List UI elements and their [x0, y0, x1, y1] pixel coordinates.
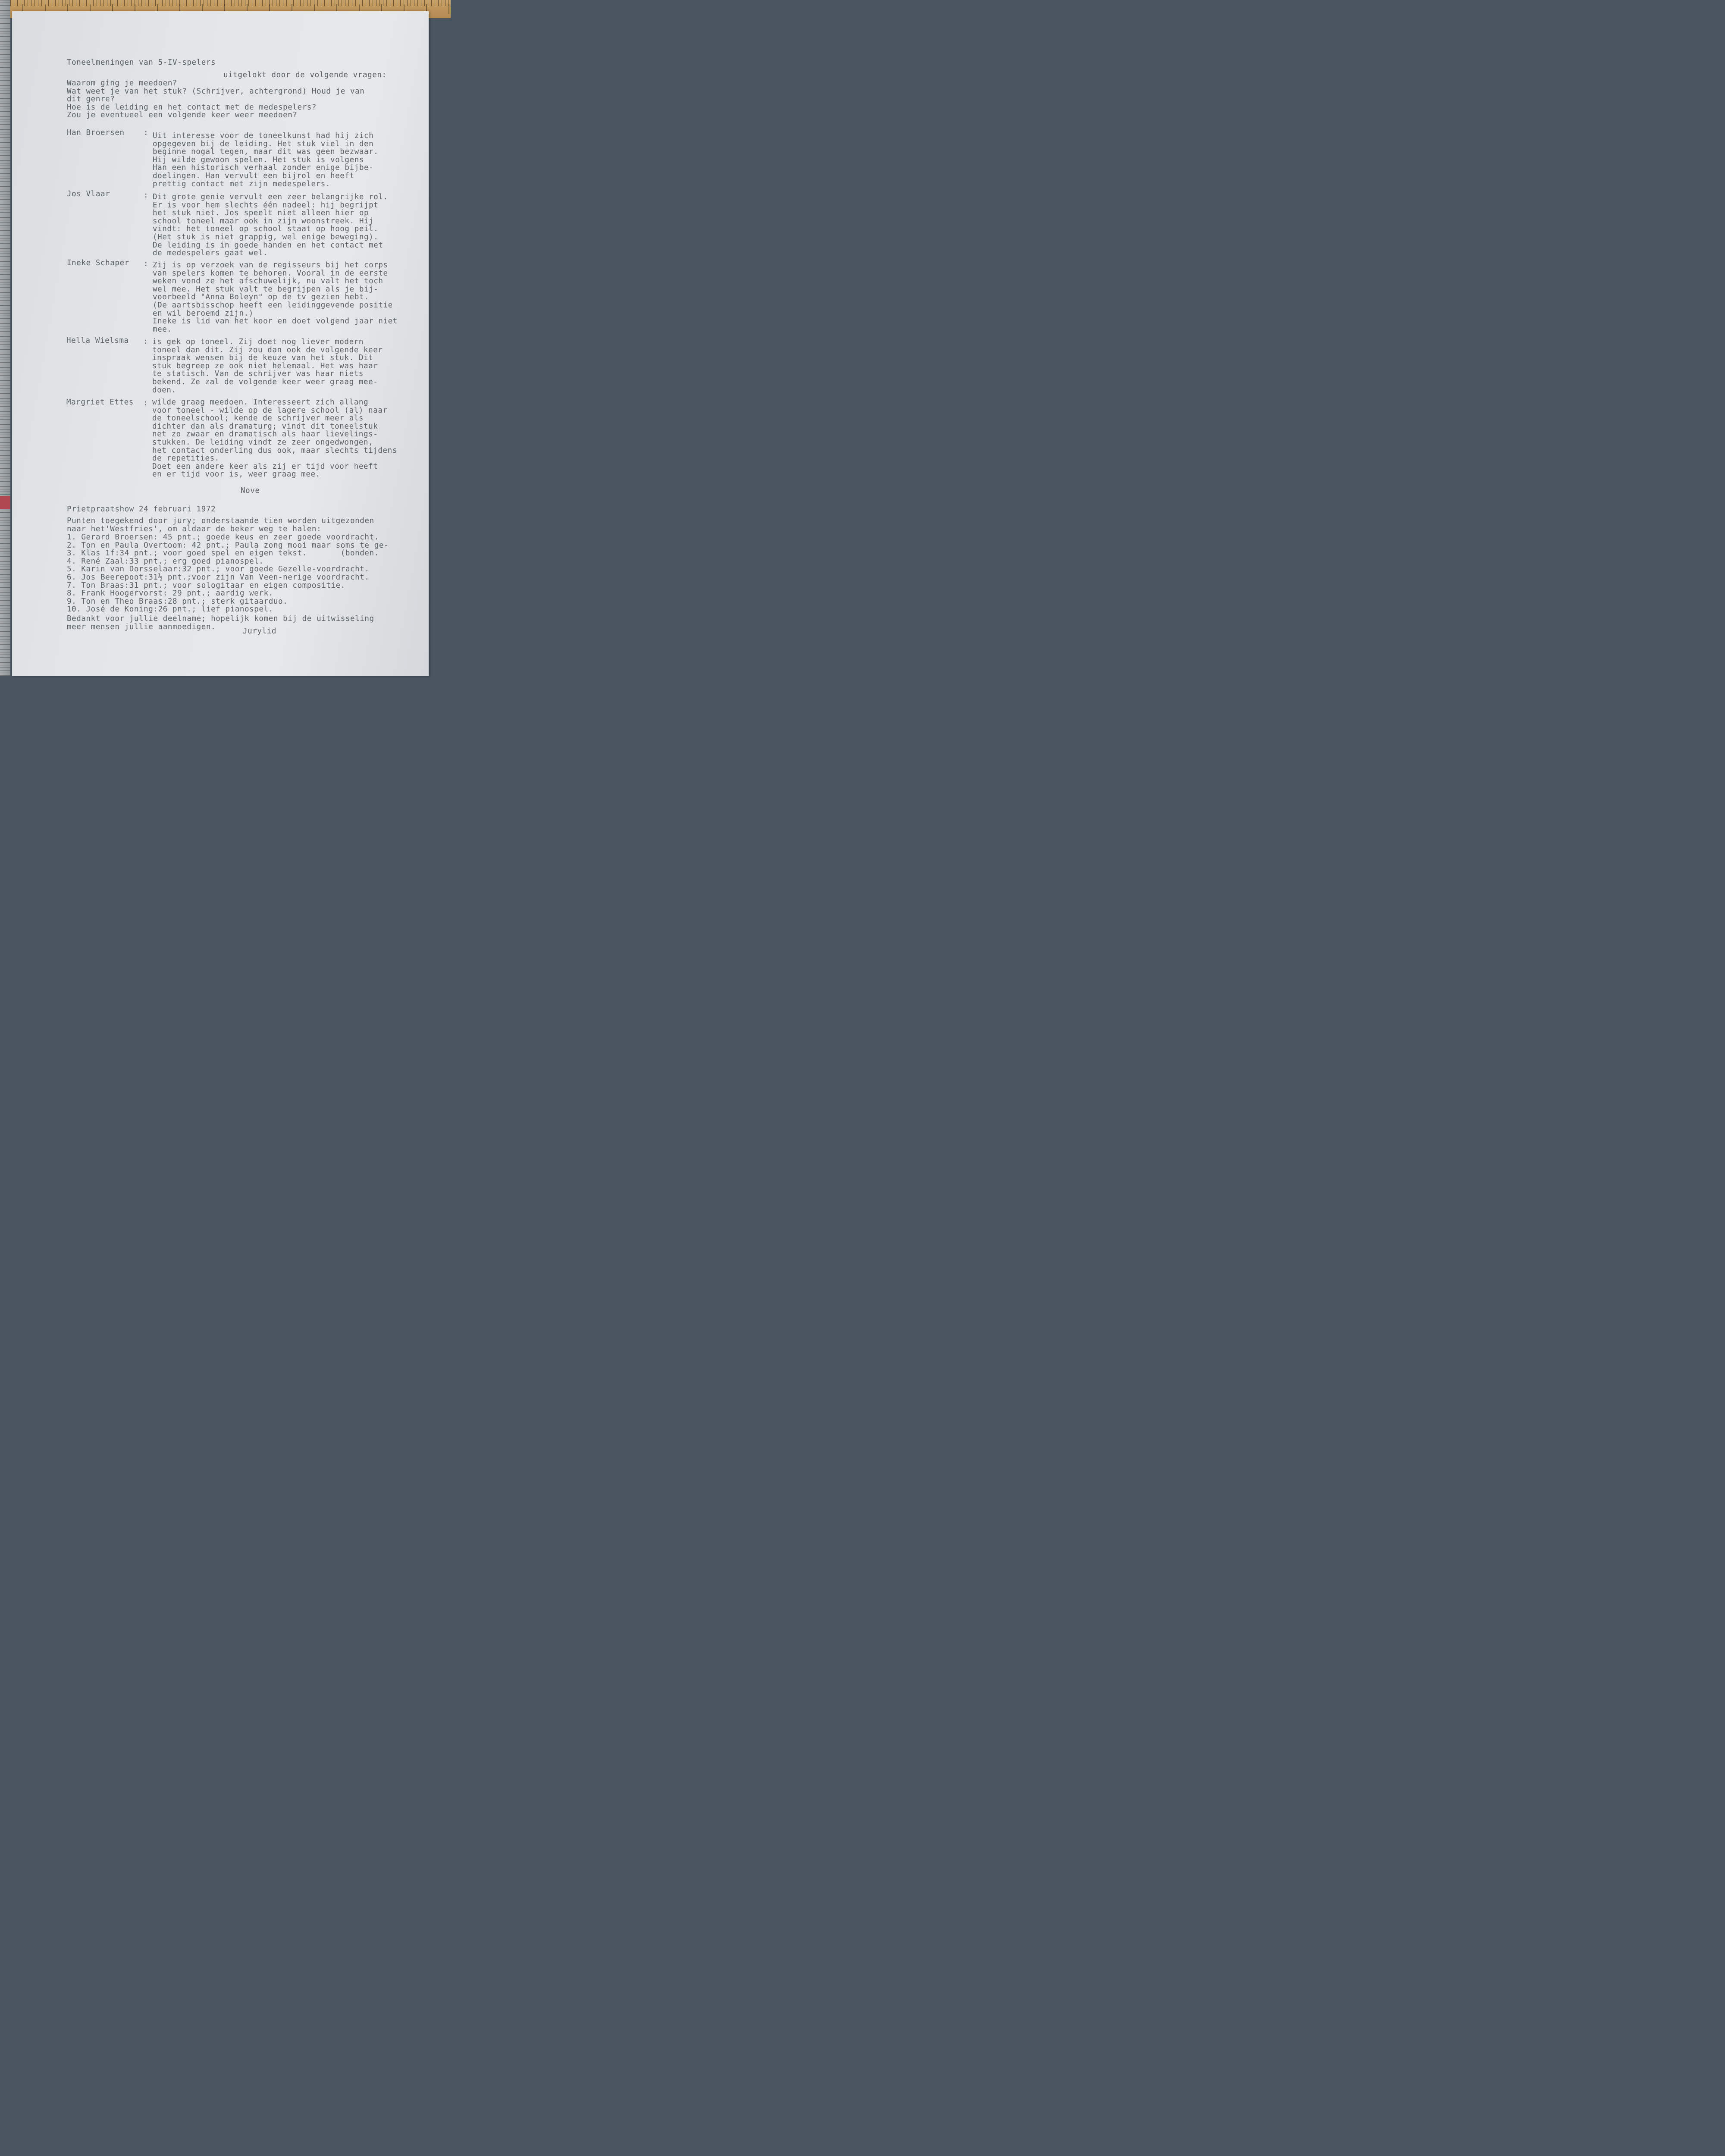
- question-line: dit genre?: [67, 95, 115, 104]
- entry-line: en wil beroemd zijn.): [153, 309, 254, 318]
- entry-colon: :: [143, 399, 148, 407]
- entry-line: dichter dan als dramaturg; vindt dit toneelstuk: [152, 422, 378, 431]
- entry-line: opgegeven bij de leiding. Het stuk viel in den: [153, 139, 374, 148]
- ranking-list: [67, 533, 389, 614]
- entry-line: doelingen. Han vervult een bijrol en heeft: [153, 171, 354, 180]
- entry-line: weken vond ze het afschuwelijk, nu valt het toch: [153, 277, 383, 286]
- question-line: Zou je eventueel een volgende keer weer meedoen?: [67, 111, 298, 120]
- entry-line: Ineke is lid van het koor en doet volgend jaar niet: [153, 317, 398, 326]
- ranking-item: 9. Ton en Theo Braas:28 pnt.; sterk gitaarduo.: [67, 597, 288, 606]
- entry-name: Ineke Schaper: [67, 259, 129, 267]
- entry-line: het stuk niet. Jos speelt niet alleen hier op: [153, 209, 369, 218]
- entry-line: Han een historisch verhaal zonder enige bijbe-: [153, 163, 374, 172]
- entry-line: Hij wilde gewoon spelen. Het stuk is volgens: [153, 155, 364, 164]
- entry-line: doen.: [152, 385, 176, 395]
- entry-line: De leiding is in goede handen en het contact met: [153, 241, 383, 250]
- entry-line: is gek op toneel. Zij doet nog liever modern: [152, 338, 364, 346]
- signature-jurylid: Jurylid: [243, 627, 276, 636]
- section-title: Prietpraatshow 24 februari 1972: [67, 505, 216, 514]
- entry-line: stukken. De leiding vindt ze zeer ongedwongen,: [152, 438, 373, 447]
- entry-line: stuk begreep ze ook niet helemaal. Het was haar: [152, 361, 378, 370]
- entry-text: [152, 398, 397, 479]
- entry-line: de medespelers gaat wel.: [153, 249, 268, 258]
- entry-line: en er tijd voor is, weer graag mee.: [152, 470, 320, 479]
- entry-line: wilde graag meedoen. Interesseert zich allang: [152, 398, 369, 407]
- page-title: Toneelmeningen van 5-IV-spelers: [67, 58, 216, 67]
- entry-line: net zo zwaar en dramatisch als haar lievelings-: [152, 430, 378, 439]
- ranking-item: 6. Jos Beerepoot:31½ pnt.;voor zijn Van Veen-nerige voordracht.: [67, 573, 370, 582]
- entry-line: te statisch. Van de schrijver was haar niets: [152, 370, 364, 379]
- entry-text: [153, 132, 378, 188]
- entry-line: Uit interesse voor de toneelkunst had hij zich: [153, 132, 374, 140]
- entry-line: beginne nogal tegen, maar dit was geen bezwaar.: [153, 147, 379, 157]
- questions-list: [67, 79, 364, 119]
- entry-line: inspraak wensen bij de keuze van het stuk. Dit: [152, 354, 373, 363]
- entry-line: van spelers komen te behoren. Vooral in de eerste: [153, 269, 388, 278]
- entry-name: Han Broersen: [67, 128, 125, 137]
- question-line: Hoe is de leiding en het contact met de medespelers?: [67, 103, 317, 112]
- entry-line: mee.: [153, 325, 172, 334]
- page-subtitle: uitgelokt door de volgende vragen:: [223, 71, 387, 79]
- entry-colon: :: [143, 337, 148, 346]
- question-line: Waarom ging je meedoen?: [67, 79, 178, 88]
- entry-line: Zij is op verzoek van de regisseurs bij het corps: [153, 261, 388, 270]
- entry-text: [152, 338, 383, 394]
- entry-line: de toneelschool; kende de schrijver meer als: [152, 414, 364, 423]
- intro-line: Punten toegekend door jury; onderstaande tien worden uitgezonden: [67, 517, 374, 525]
- entry-line: bekend. Ze zal de volgende keer weer graag mee-: [152, 377, 378, 386]
- entry-line: voor toneel - wilde op de lagere school (al) naar: [152, 406, 388, 415]
- entry-colon: :: [144, 191, 149, 200]
- entry-line: de repetities.: [152, 454, 220, 463]
- entry-name: Hella Wielsma: [66, 336, 129, 345]
- entry-name: Margriet Ettes: [66, 398, 134, 407]
- ruler-red-mark: [0, 496, 10, 509]
- entry-line: (De aartsbisschop heeft een leidinggevende positie: [153, 301, 393, 310]
- question-line: Wat weet je van het stuk? (Schrijver, achtergrond) Houd je van: [67, 87, 365, 96]
- entry-line: het contact onderling dus ook, maar slechts tijdens: [152, 446, 397, 455]
- section-outro: [67, 615, 374, 631]
- entry-line: Doet een andere keer als zij er tijd voor heeft: [152, 462, 378, 471]
- entry-line: Er is voor hem slechts één nadeel: hij begrijpt: [153, 201, 379, 210]
- entry-name: Jos Vlaar: [67, 190, 110, 198]
- intro-line: naar het'Westfries', om aldaar de beker weg te halen:: [67, 524, 322, 533]
- entry-colon: :: [144, 260, 149, 268]
- ranking-item: 7. Ton Braas:31 pnt.; voor sologitaar en eigen compositie.: [67, 581, 345, 590]
- outro-line: Bedankt voor jullie deelname; hopelijk komen bij de uitwisseling: [67, 614, 374, 623]
- entry-line: toneel dan dit. Zij zou dan ook de volgende keer: [152, 345, 383, 354]
- entry-colon: :: [144, 128, 149, 137]
- ranking-item: 5. Karin van Dorsselaar:32 pnt.; voor goede Gezelle-voordracht.: [67, 565, 370, 574]
- entry-line: vindt: het toneel op school staat op hoog peil.: [153, 225, 379, 234]
- ranking-item: 4. René Zaal:33 pnt.; erg goed pianospel.: [67, 557, 264, 566]
- entry-line: Dit grote genie vervult een zeer belangrijke rol.: [153, 193, 388, 201]
- entry-text: [153, 193, 388, 257]
- ranking-item: 1. Gerard Broersen: 45 pnt.; goede keus en zeer goede voordracht.: [67, 533, 379, 542]
- entry-line: school toneel maar ook in zijn woonstreek. Hij: [153, 216, 374, 226]
- ranking-item: 3. Klas 1f:34 pnt.; voor goed spel en eigen tekst. (bonden.: [67, 549, 379, 558]
- ranking-item: 10. José de Koning:26 pnt.; lief pianospel.: [67, 605, 273, 614]
- section-intro: [67, 517, 374, 533]
- entry-line: prettig contact met zijn medespelers.: [153, 179, 331, 188]
- ruler-left-ticks: [0, 0, 10, 676]
- entry-line: wel mee. Het stuk valt te begrijpen als je bij-: [153, 285, 379, 294]
- outro-line: meer mensen jullie aanmoedigen.: [67, 622, 216, 631]
- entry-line: (Het stuk is niet grappig, wel enige beweging).: [153, 232, 379, 241]
- ruler-left: [0, 0, 10, 676]
- entry-text: [153, 261, 398, 333]
- entry-line: voorbeeld "Anna Boleyn" op de tv gezien hebt.: [153, 293, 369, 302]
- typed-page: [12, 11, 429, 676]
- ranking-item: 8. Frank Hoogervorst: 29 pnt.; aardig werk.: [67, 589, 273, 598]
- signature-nove: Nove: [241, 486, 260, 495]
- ranking-item: 2. Ton en Paula Overtoom: 42 pnt.; Paula zong mooi maar soms te ge-: [67, 541, 389, 550]
